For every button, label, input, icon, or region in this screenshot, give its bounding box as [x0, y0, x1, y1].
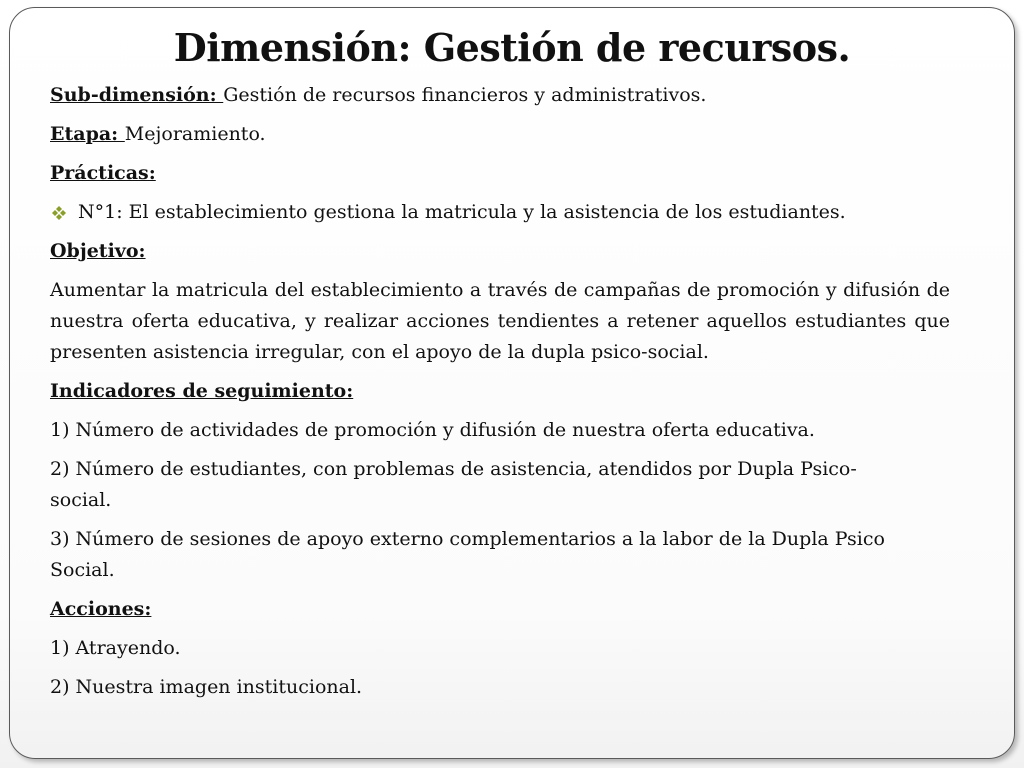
indicador-item: 2) Número de estudiantes, con problemas de asistencia, atendidos por Dupla Psico-social. — [50, 458, 857, 511]
diamond-bullet-icon — [50, 197, 78, 228]
indicador-item: 3) Número de sesiones de apoyo externo complementarios a la labor de la Dupla Psico Social. — [50, 528, 885, 581]
practica-item — [50, 197, 950, 228]
subdimension-label: Sub-dimensión: — [50, 84, 224, 106]
acciones-heading — [50, 594, 950, 625]
indicador-item: 1) Número de actividades de promoción y difusión de nuestra oferta educativa. — [50, 419, 815, 441]
accion-item: 1) Atrayendo. — [50, 637, 181, 659]
indicadores-heading — [50, 376, 950, 407]
accion-item: 2) Nuestra imagen institucional. — [50, 676, 363, 698]
etapa-line — [50, 119, 950, 150]
indicadores-label: Indicadores de seguimiento: — [50, 380, 354, 402]
practica-text: N°1: El establecimiento gestiona la matricula y la asistencia de los estudiantes. — [78, 201, 846, 223]
objetivo-label: Objetivo: — [50, 240, 146, 262]
subdimension-value: Gestión de recursos financieros y administrativos. — [223, 84, 707, 106]
acciones-label: Acciones: — [50, 598, 152, 620]
slide-content — [50, 80, 950, 711]
objetivo-text: Aumentar la matricula del establecimiento a través de campañas de promoción y difusión de nuestra oferta educativa, y realizar acciones tendientes a retener aquellos estudiantes que presenten asistencia irregular, con el apoyo de la dupla psico-social. — [50, 279, 950, 363]
objetivo-heading — [50, 236, 950, 267]
etapa-value: Mejoramiento. — [124, 123, 266, 145]
slide-title: Dimensión: Gestión de recursos. — [173, 25, 851, 70]
practicas-label: Prácticas: — [50, 162, 156, 184]
etapa-label: Etapa: — [50, 123, 125, 145]
subdimension-line — [50, 80, 950, 111]
practicas-heading — [50, 158, 950, 189]
